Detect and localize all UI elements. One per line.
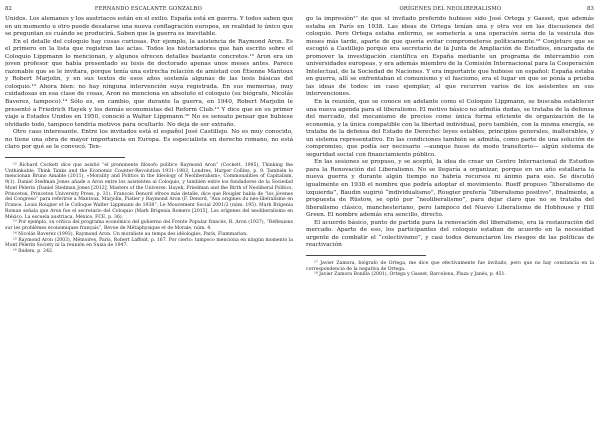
running-head-title: FERNANDO ESCALANTE GONZALBO: [94, 6, 203, 12]
paragraph: Otro caso interesante. Entre los invitados está el español José Castillejo. No es muy conocido, no tiene una obra de mayor importancia en Europa. Es especialista en derecho romano, no está claro por qué se le convocó. Ten-: [5, 129, 293, 151]
paragraph: En la reunión, que se conoce en adelante como el Coloquio Lippmann, se buscaba establecer una nueva agenda para el liberalismo. El motivo básico no admitía dudas, se trataba de la defensa del mercado, del mecanismo de precios como única forma eficiente de organización de la economía, y la única compatible con la libertad individual, pero también, con la misma energía, se trataba de la defensa del Estado de Derecho: leyes estables, principios generales, inalterables, y un sistema representativo. En las condiciones también se admitía, como parte de una solución de compromiso, que podía ser necesario —aunque fuese de modo transitorio— algún sistema de seguridad social con financiamiento público.: [306, 99, 594, 158]
footnote: ¹³ Por ejemplo, su crítica del programa económico del gobierno del Frente Popular francés, R. Aron (1937), “Réflexions sur les problèmes économiques français”, Revue de Métaphysique et de Morale, núm. 4.: [5, 220, 293, 232]
paragraph: En el detalle del coloquio hay cosas curiosas. Por ejemplo, la asistencia de Raymond Aron. Es el primero en la lista que registran las actas. Todos los historiadores que han escrito sobre el Coloquio Lippmann lo mencionan, y algunos ofrecen detalles bastante concretos.¹² Aron era un joven profesor que había presentado su tesis de doctorado apenas unos meses antes. Parece razonable que se le invitara, porque tenía una estrecha relación de amistad con Étienne Mantoux y Robert Marjolin, y en sus textos de esos años sostenía algunas de las tesis básicas del coloquio.¹³ Ahora bien: no hay ninguna intervención suya registrada. En sus memorias, muy cuidadosas en esa clase de cosas, Aron no menciona en absoluto el coloquio (su biógrafo, Nicolás Baverez, tampoco).¹⁴ Sólo es, en cambio, que durante la guerra, en 1940, Robert Marjolin le presentó a Friedrich Hayek y los demás economistas del Reform Club.¹⁵ Y dice que en su primer viaje a Estados Unidos en 1950, conoció a Walter Lippmann.¹⁶ No es sensato pensar que hubiese olvidado todo, tampoco tendría motivos para ocultarlo. No deja de ser extraño.: [5, 38, 293, 128]
footnotes: [306, 261, 594, 278]
paragraph: go la impresión¹⁷ de que el invitado preferido hubiese sido José Ortega y Gasset, que además estaba en París en 1938. Las ideas de Ortega tenían una y otra vez en las discusiones del coloquio. Pero Ortega estaba enfermo, se sometería a una operación seria de la vesícula dos meses más tarde, aparte de que quería evitar comprometerse políticamente.¹⁸ Conjeturo que se escogió a Castillejo porque era secretario de la Junta de Ampliación de Estudios, encargada de promover la investigación científica en España mediante un programa de intercambio con universidades europeas, y era además miembro de la Comisión Internacional para la Cooperación Intelectual, de la Sociedad de Naciones. Y era importante que hubiese un español: España estaba en guerra, allí se enfrentaban el comunismo y el fascismo, era el lugar en que se ponía a prueba las ideas de todos: un caso ejemplar, al que recurren varios de los asistentes en sus intervenciones.: [306, 16, 594, 98]
footnote: ¹⁵ Raymond Aron (2003), Mémoires, París, Robert Laffont, p. 167. Por cierto: tampoco menciona en ningún momento la Mont Pèlerin Society ni la reunión en Suiza de 1947.: [5, 237, 293, 249]
page-number: 82: [5, 6, 13, 12]
running-head: [306, 4, 594, 14]
footnote: ¹² Richard Cockett dice que asistió “el prominente filósofo político Raymond Aron” (Cockett, 1995), Thinking the Unthinkable. Think Tanks and the Economic Counter-Revolution 1931–1983, Londres, Harper Collins, p. 9. También lo mencionan Bruno Amable (2011), «Morality and Politics in the Ideology of Neoliberalism», Commonalities of Capitalism, 9(1). Daniel Stedman Jones añade a Aron entre los asistentes al Coloquio, y también entre los fundadores de la Sociedad Mont Pèlerin (Daniel Stedman Jones [2012], Masters of the Universe. Hayek, Friedman and the Birth of Neoliberal Politics, Princeton, Princeton University Press, p. 31). Francois Denord ofrece más detalle, dice que Rougier habla de “los jóvenes del Congreso” para referirse a Mantoux, Marjolin, Piatier y Raymond Aron (F. Denord, “Aux origines du néo-libéralisme en France. Louis Rougier et le Colloque Walter Lippmann de 1938”, Le Mouvement Social 2001/2 (núm. 195). Mark Brigenia Roman señala que Aron fue el secretario del Coloquio (Mark Brigenia Romero [2015], Los orígenes del neoliberalismo en México. La escuela austriaca, México, FCE, p. 36).: [5, 162, 293, 220]
footnotes: [5, 163, 293, 255]
paragraph: Unidos. Los alemanes y los austriacos están en el exilio. España está en guerra. Y todos saben que en un momento u otro puede desatarse una nueva conflagración europea, en realidad lo único que se preguntan es cuándo se producirá. Saben que la guerra es inevitable.: [5, 16, 293, 38]
body-text: [306, 16, 594, 250]
footnote-rule: [5, 157, 125, 158]
running-head-title: ORÍGENES DEL NEOLIBERALISMO: [399, 6, 502, 12]
right-page: [306, 4, 594, 428]
paragraph: El acuerdo básico, punto de partida para la renovación del liberalismo, era la restauración del mercado. Aparte de eso, los participantes del coloquio estaban de acuerdo en la necesidad urgente de combatir el “colectivismo”, y casi todos denunciaron los riesgos de las políticas de reactivación: [306, 219, 594, 249]
left-page: [5, 4, 293, 428]
running-head: [5, 4, 293, 14]
footnote: ¹⁶ Ibidem, p. 242.: [13, 249, 54, 255]
page-number: 83: [586, 6, 594, 12]
paragraph: En las sesiones se propuso, y se aceptó, la idea de crear un Centro Internacional de Estudios para la Renovación del Liberalismo. No se llegaría a organizar, porque en un año estallaría la nueva guerra y durante algún tiempo no habría recursos ni ánimo para eso. Se discutió igualmente en 1938 el nombre que podría adoptar el movimiento. Rueff propuso “liberalismo de izquierda”, Baudin sugirió “individualismo”, Rougier prefería “liberalismo positivo”, finalmente, a propuesta de Rüstow, se optó por “neoliberalismo”, para dejar claro que no se trataba del liberalismo clásico, manchesteriano, pero tampoco del Nuevo Liberalismo de Hobhouse y Hill Green. El nombre además era sencillo, directo.: [306, 159, 594, 219]
footnote: ¹⁷ Javier Zamora, biógrafo de Ortega, me dice que efectivamente fue invitado, pero que no hay constancia en la correspondencia de la negativa de Ortega.: [306, 260, 594, 272]
footnote-rule: [306, 255, 426, 256]
body-text: [5, 16, 293, 152]
footnote: ¹⁸ Javier Zamora Bonilla (2001), Ortega y Gasset, Barcelona, Plaza y Janés, p. 451.: [314, 272, 506, 278]
footnote: ¹⁴ Nicolás Baverez (1993), Raymond Aron. Un moraliste au temps des idéologies, París, Flammarion.: [13, 231, 248, 237]
